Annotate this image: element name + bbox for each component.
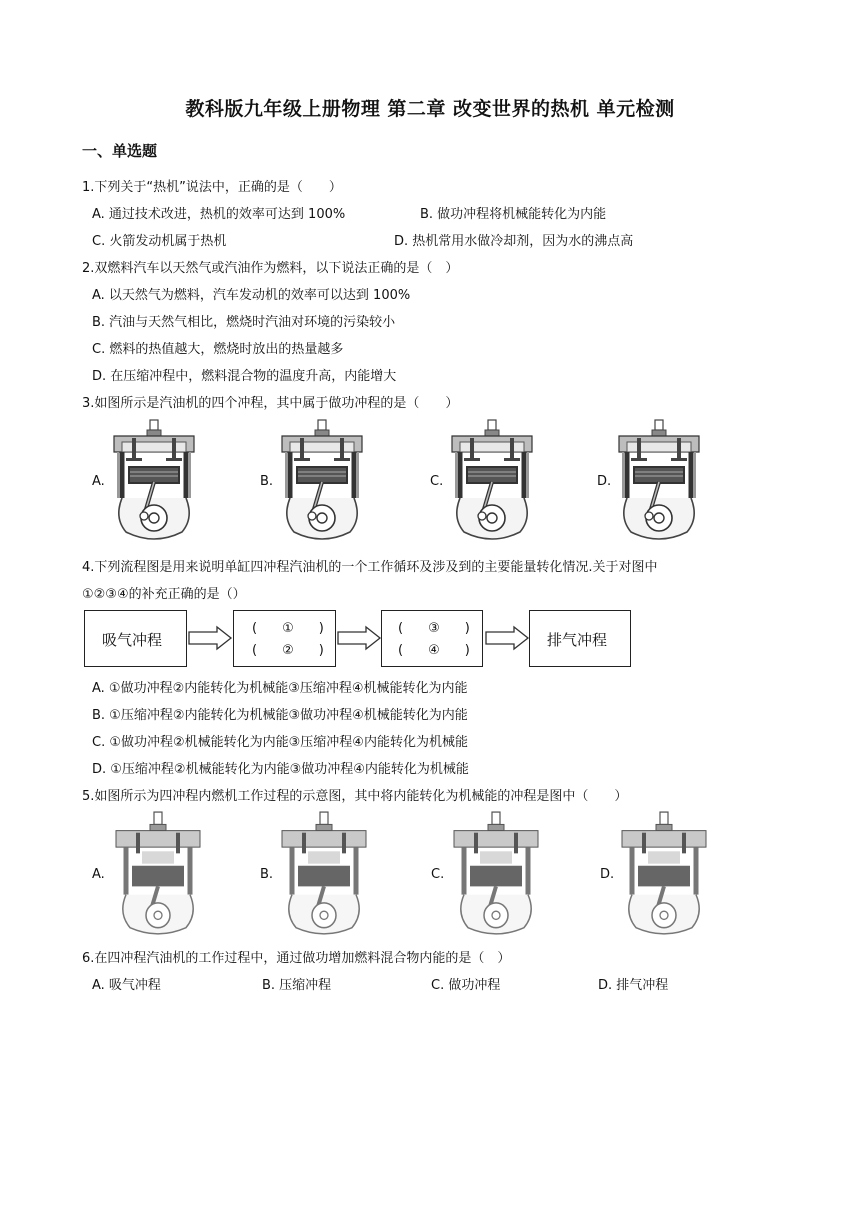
flow-arrow-1 bbox=[187, 625, 233, 651]
question-4-stem-line-2: ①②③④的补充正确的是（） bbox=[82, 587, 246, 602]
engine-diagram-5d bbox=[614, 810, 714, 938]
question-6-option-c: C. 做功冲程 bbox=[431, 978, 501, 993]
question-4-stem-line-1: 4.下列流程图是用来说明单缸四冲程汽油机的一个工作循环及涉及到的主要能量转化情况.关于对图中 bbox=[82, 560, 658, 575]
question-6-option-a: A. 吸气冲程 bbox=[92, 978, 161, 993]
question-2-option-d: D. 在压缩冲程中，燃料混合物的温度升高，内能增大 bbox=[92, 369, 397, 384]
engine-diagram-3c bbox=[442, 418, 542, 542]
flow-blank-2: ( ② ) bbox=[252, 643, 330, 658]
question-2-option-b: B. 汽油与天然气相比，燃烧时汽油对环境的污染较小 bbox=[92, 315, 396, 330]
flow-blank-1: ( ① ) bbox=[252, 621, 330, 636]
question-5-label-c: C. bbox=[431, 867, 445, 882]
engine-diagram-5c bbox=[446, 810, 546, 938]
question-5-stem: 5.如图所示为四冲程内燃机工作过程的示意图，其中将内能转化为机械能的冲程是图中（ ） bbox=[82, 789, 628, 804]
question-5-label-b: B. bbox=[260, 867, 274, 882]
question-3-stem: 3.如图所示是汽油机的四个冲程，其中属于做功冲程的是（ ） bbox=[82, 396, 459, 411]
engine-diagram-5b bbox=[274, 810, 374, 938]
flow-exhaust-label: 排气冲程 bbox=[547, 631, 608, 649]
question-2-stem: 2.双燃料汽车以天然气或汽油作为燃料，以下说法正确的是（ ） bbox=[82, 261, 459, 276]
question-2-option-c: C. 燃料的热值越大，燃烧时放出的热量越多 bbox=[92, 342, 344, 357]
question-4-option-c: C. ①做功冲程②机械能转化为内能③压缩冲程④内能转化为机械能 bbox=[92, 735, 468, 750]
question-5-label-a: A. bbox=[92, 867, 105, 882]
flow-arrow-3 bbox=[484, 625, 530, 651]
flow-arrow-2 bbox=[336, 625, 382, 651]
flow-blank-3: ( ③ ) bbox=[398, 621, 476, 636]
section-heading: 一、单选题 bbox=[82, 142, 158, 160]
question-3-label-b: B. bbox=[260, 474, 274, 489]
question-6-stem: 6.在四冲程汽油机的工作过程中，通过做功增加燃料混合物内能的是（ ） bbox=[82, 951, 511, 966]
question-1-stem: 1.下列关于“热机”说法中，正确的是（ ） bbox=[82, 180, 342, 195]
engine-diagram-3a bbox=[104, 418, 204, 542]
question-4-option-a: A. ①做功冲程②内能转化为机械能③压缩冲程④机械能转化为内能 bbox=[92, 681, 468, 696]
question-1-option-c: C. 火箭发动机属于热机 bbox=[92, 234, 227, 249]
question-6-option-b: B. 压缩冲程 bbox=[262, 978, 332, 993]
question-3-label-c: C. bbox=[430, 474, 444, 489]
question-2-option-a: A. 以天然气为燃料，汽车发动机的效率可以达到 100% bbox=[92, 288, 411, 303]
engine-diagram-5a bbox=[108, 810, 208, 938]
page-title: 教科版九年级上册物理 第二章 改变世界的热机 单元检测 bbox=[185, 98, 675, 120]
flow-intake-label: 吸气冲程 bbox=[102, 631, 163, 649]
question-1-option-d: D. 热机常用水做冷却剂，因为水的沸点高 bbox=[394, 234, 634, 249]
question-5-label-d: D. bbox=[600, 867, 615, 882]
question-3-label-d: D. bbox=[597, 474, 612, 489]
engine-diagram-3d bbox=[609, 418, 709, 542]
question-6-option-d: D. 排气冲程 bbox=[598, 978, 669, 993]
question-1-option-b: B. 做功冲程将机械能转化为内能 bbox=[420, 207, 607, 222]
question-3-label-a: A. bbox=[92, 474, 105, 489]
question-1-option-a: A. 通过技术改进，热机的效率可达到 100% bbox=[92, 207, 346, 222]
engine-diagram-3b bbox=[272, 418, 372, 542]
flow-blank-4: ( ④ ) bbox=[398, 643, 476, 658]
question-4-option-b: B. ①压缩冲程②内能转化为机械能③做功冲程④机械能转化为内能 bbox=[92, 708, 468, 723]
question-4-option-d: D. ①压缩冲程②机械能转化为内能③做功冲程④内能转化为机械能 bbox=[92, 762, 469, 777]
